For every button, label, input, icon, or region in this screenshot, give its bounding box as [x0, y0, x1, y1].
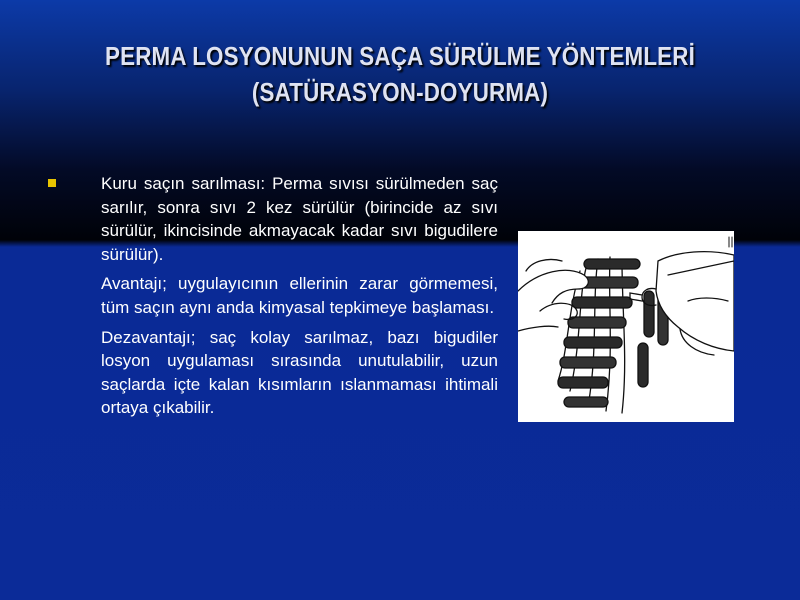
paragraph-disadvantage: Dezavantajı; saç kolay sarılmaz, bazı bigudiler losyon uygulaması sırasında unutulabilir, uzun saçlarda içte kalan kısımların ıslanmaması ihtimali ortaya çıkabilir.: [101, 327, 498, 418]
illustration-drawing: [518, 231, 734, 422]
title-line-2: (SATÜRASYON-DOYURMA): [251, 77, 549, 107]
paragraph-method: Kuru saçın sarılması: Perma sıvısı sürülmeden saç sarılır, sonra sıvı 2 kez sürülür (birincide az sıvı sürülür, ikincisinde akmayacak kadar sıvı bigudilere sürülür).: [101, 174, 498, 264]
perm-rollers-illustration: [518, 231, 734, 422]
title-line-1: PERMA LOSYONUNUN SAÇA SÜRÜLME YÖNTEMLERİ: [105, 41, 695, 71]
bullet-content: [101, 172, 498, 426]
square-bullet-icon: [48, 179, 56, 187]
slide-title: [90, 38, 709, 110]
paragraph-advantage: Avantajı; uygulayıcının ellerinin zarar görmemesi, tüm saçın aynı anda kimyasal tepkimeye başlaması.: [101, 274, 498, 317]
